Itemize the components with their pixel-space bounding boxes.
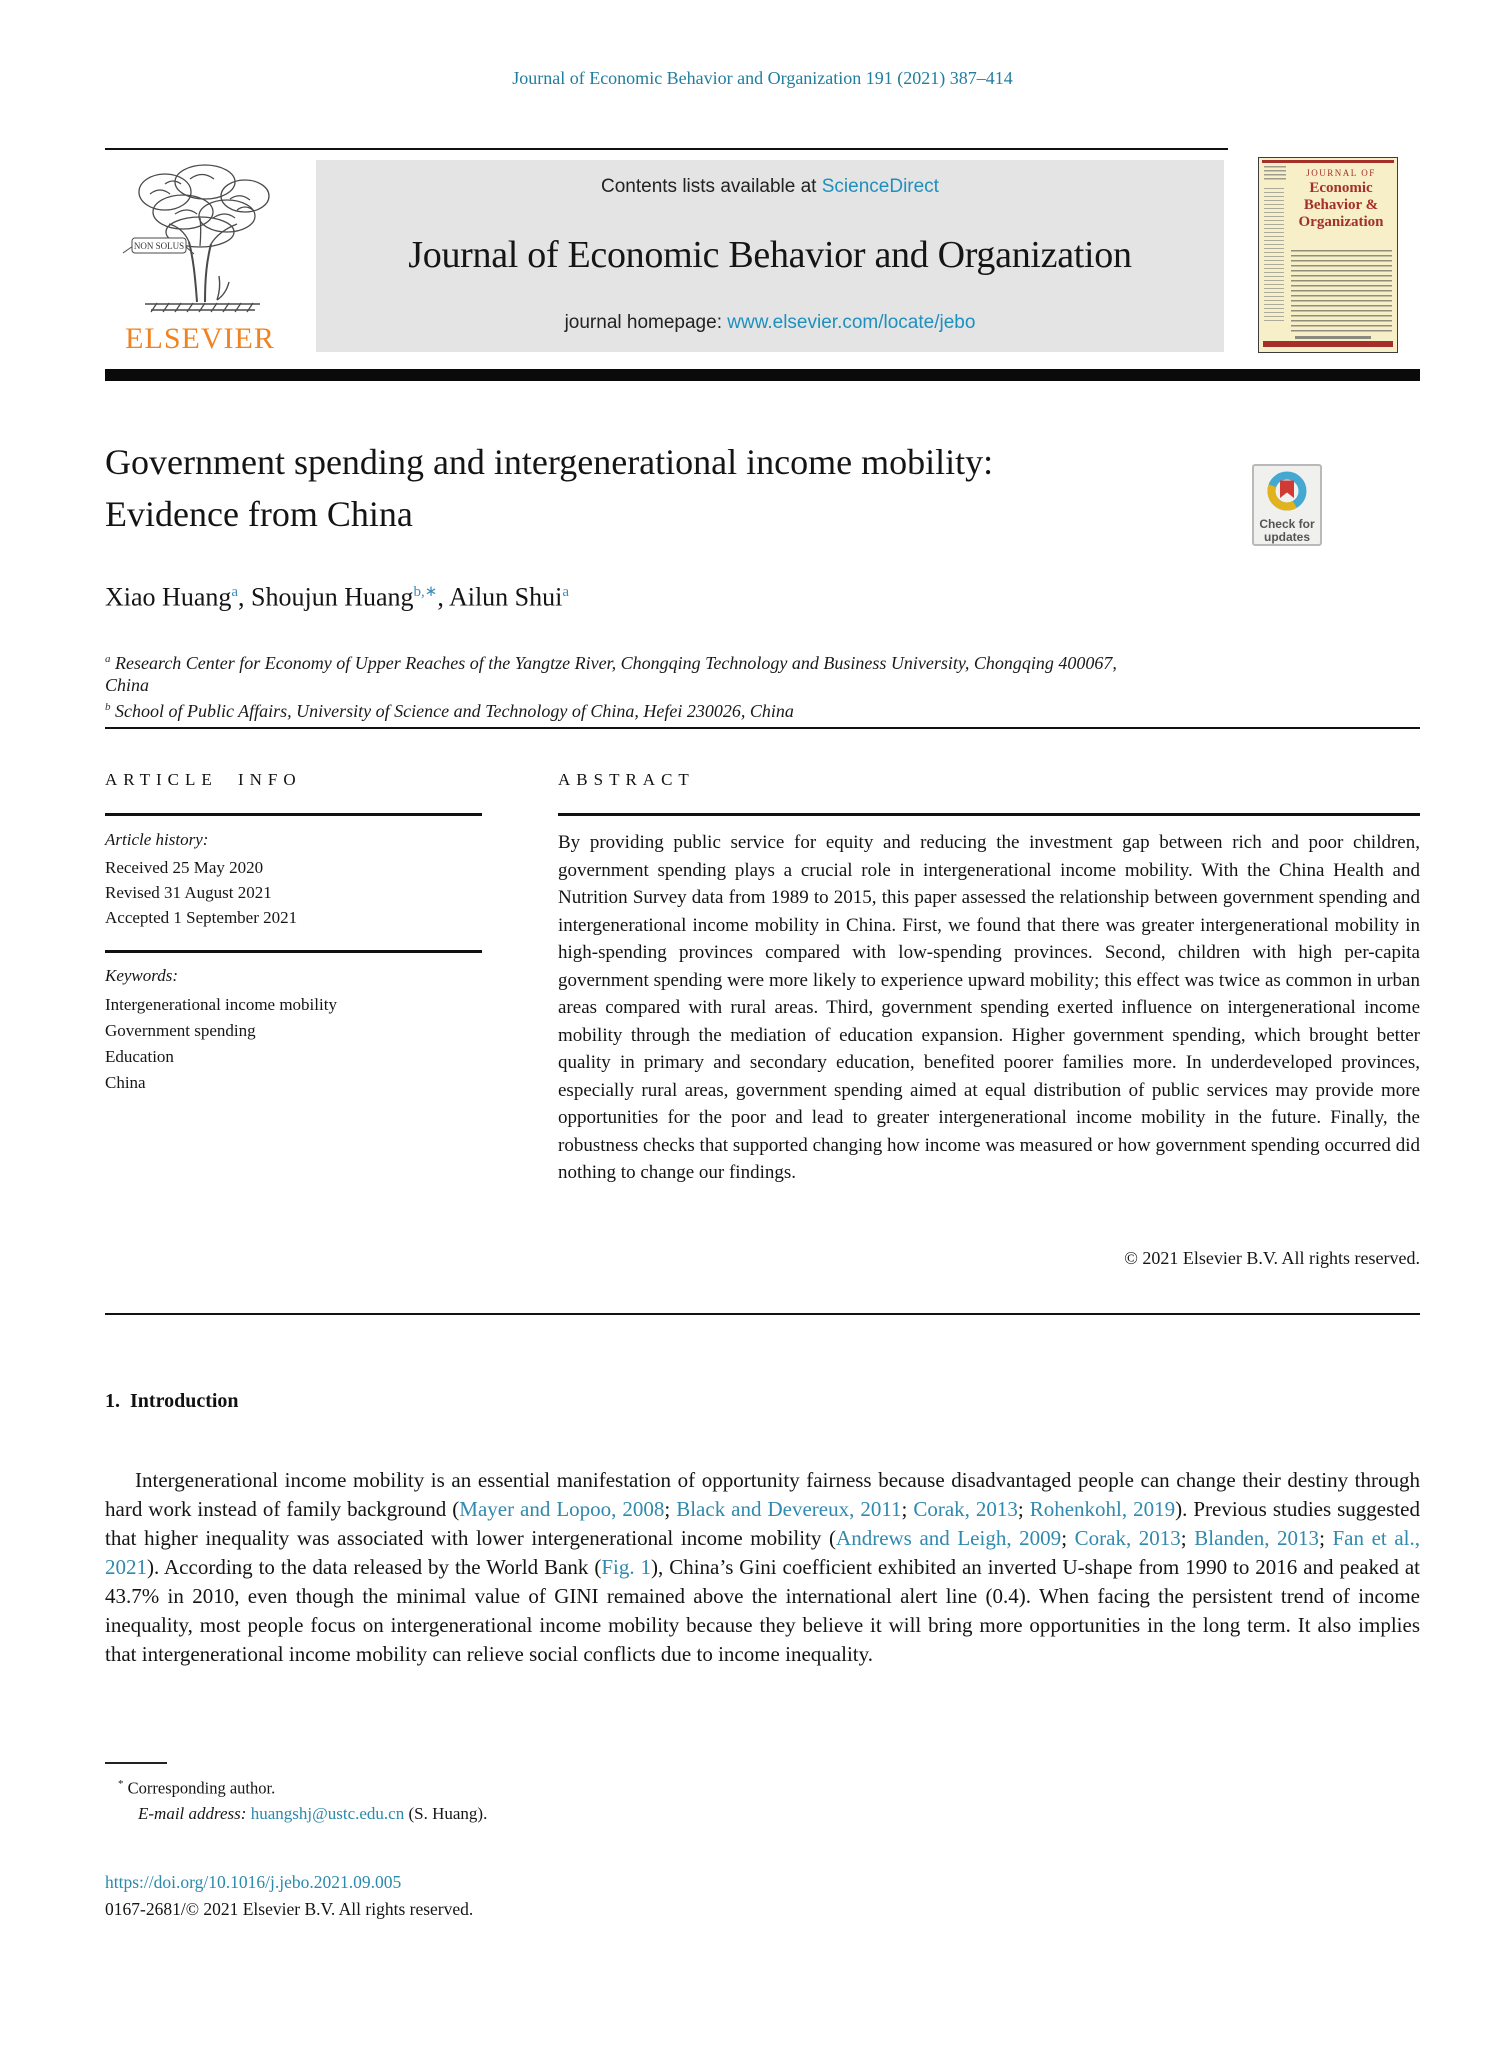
citation-link[interactable]: Andrews and Leigh, 2009 (836, 1526, 1062, 1550)
affiliations (105, 648, 1345, 722)
masthead-journal-title: Journal of Economic Behavior and Organization (408, 234, 1132, 276)
section-number: 1. (105, 1390, 120, 1412)
email-line (138, 1804, 487, 1824)
corresponding-author-note: * Corresponding author. (118, 1778, 276, 1798)
keywords-label: Keywords: (105, 966, 179, 985)
journal-reference: Journal of Economic Behavior and Organization 191 (2021) 387–414 (512, 68, 1013, 88)
cover-title-line: Organization (1298, 214, 1384, 230)
article-info-rule (105, 813, 482, 816)
abstract-rule (558, 813, 1420, 816)
masthead-divider-bar (105, 369, 1420, 381)
elsevier-wordmark: ELSEVIER (125, 322, 275, 355)
citation-link[interactable]: Corak, 2013 (1074, 1526, 1181, 1550)
cover-article-list (1291, 250, 1392, 334)
homepage-line (565, 312, 976, 334)
article-history-label: Article history: (105, 830, 209, 849)
email-label: E-mail address: (138, 1804, 247, 1823)
info-top-rule (105, 727, 1420, 729)
check-badge-label: Check for updates (1259, 517, 1315, 544)
author-name: Ailun Shui (448, 582, 563, 612)
contents-line (601, 176, 939, 198)
section-title: Introduction (130, 1390, 239, 1412)
email-suffix: (S. Huang). (404, 1804, 488, 1823)
affiliation-b: $^b$ School of Public Affairs, University of Science and Technology of China, Hefei 230026, China (105, 701, 794, 721)
authors-line: Xiao Huang$^a$, Shoujun Huang$^{b,∗}$, Ailun Shui$^a$ (105, 582, 570, 612)
keyword-item: Government spending (105, 1021, 256, 1040)
affiliation-a: $^a$ Research Center for Economy of Upper Reaches of the Yangtze River, Chongqing Technology and Business University, Chongqing 400067, China (105, 653, 1117, 695)
introduction-paragraph: Intergenerational income mobility is an essential manifestation of opportunity fairness because disadvantaged people can change their destiny through hard work instead of family background (Mayer and Lopoo, 2008; Black and Devereux, 2011; Corak, 2013; Rohenkohl, 2019). Previous studies suggested that higher inequality was associated with lower intergenerational income mobility (Andrews and Leigh, 2009; Corak, 2013; Blanden, 2013; Fan et al., 2021). According to the data released by the World Bank (Fig. 1), China’s Gini coefficient exhibited an inverted U-shape from 1990 to 2016 and peaked at 43.7% in 2010, even though the minimal value of GINI remained above the international alert line (0.4). When facing the persistent trend of income inequality, most people focus on intergenerational income mobility because they believe it will bring more opportunities in the long term. It also implies that intergenerational income mobility can relieve social conflicts due to income inequality. (105, 1468, 1421, 1666)
article-info-heading: ARTICLE INFO (105, 770, 302, 789)
author-name: Xiao Huang (105, 582, 232, 612)
citation-link[interactable]: Mayer and Lopoo, 2008 (459, 1497, 665, 1521)
tree-icon (105, 154, 295, 324)
cover-bottom-bar (1263, 341, 1393, 347)
abstract-bottom-rule (105, 1313, 1420, 1315)
citation-link[interactable]: Rohenkohl, 2019 (1029, 1497, 1176, 1521)
abstract-heading: ABSTRACT (558, 770, 695, 789)
masthead-box (316, 160, 1224, 352)
keyword-item: Education (105, 1047, 174, 1066)
cover-title (1289, 168, 1393, 231)
article-history-list (105, 855, 297, 930)
history-item: Received 25 May 2020 (105, 858, 264, 877)
sciencedirect-link[interactable]: ScienceDirect (821, 176, 939, 197)
issn-copyright: 0167-2681/© 2021 Elsevier B.V. All rights reserved. (105, 1899, 474, 1919)
author-superscript: a (562, 584, 570, 600)
keywords-list (105, 992, 337, 1096)
homepage-link[interactable]: www.elsevier.com/locate/jebo (727, 312, 976, 333)
abstract-copyright: © 2021 Elsevier B.V. All rights reserved. (1124, 1248, 1420, 1268)
crossmark-icon (1265, 469, 1309, 513)
figure-1-link[interactable]: Fig. 1 (601, 1555, 652, 1579)
citation-link[interactable]: Fan et al., 2021 (105, 1526, 1420, 1579)
author-name: Shoujun Huang (251, 582, 414, 612)
homepage-label: journal homepage: (564, 312, 728, 333)
cover-title-line: Economic (1309, 180, 1373, 196)
keyword-item: China (105, 1073, 146, 1092)
cover-toc-column (1264, 188, 1284, 324)
elsevier-tree-logo (105, 154, 295, 324)
citation-link[interactable]: Blanden, 2013 (1194, 1526, 1320, 1550)
keywords-rule (105, 950, 482, 953)
non-solus-banner (123, 238, 194, 254)
doi-link[interactable]: https://doi.org/10.1016/j.jebo.2021.09.005 (105, 1872, 402, 1892)
section-heading-introduction (105, 1390, 239, 1413)
cover-title-small: JOURNAL OF (1306, 168, 1376, 178)
citation-link[interactable]: Black and Devereux, 2011 (676, 1497, 902, 1521)
cover-publisher-mark (1264, 166, 1286, 182)
cover-title-line: Behavior & (1303, 197, 1379, 213)
footnote-asterisk: * (118, 1778, 124, 1790)
history-item: Accepted 1 September 2021 (105, 908, 298, 927)
footnote-divider (105, 1762, 167, 1764)
keyword-item: Intergenerational income mobility (105, 995, 337, 1014)
article-title-line2: Evidence from China (105, 494, 413, 534)
check-for-updates-badge[interactable] (1252, 464, 1322, 546)
email-link[interactable]: huangshj@ustc.edu.cn (250, 1804, 405, 1823)
contents-prefix: Contents lists available at (601, 176, 822, 197)
article-title (105, 436, 1265, 540)
abstract-text: By providing public service for equity and reducing the investment gap between rich and poor children, government spending plays a crucial role in intergenerational income mobility. With the China Health and Nutrition Survey data from 1989 to 2015, this paper assessed the relationship between government spending and intergenerational income mobility in China. First, we found that there was greater intergenerational mobility in high-spending provinces compared with low-spending provinces. Second, children with high per-capita government spending were more likely to experience upward mobility; this effect was twice as common in urban areas compared with rural areas. Third, government spending exerted influence on intergenerational income mobility through the mediation of education expansion. Higher government spending, which brought better quality in primary and secondary education, benefited poorer families more. In underdeveloped provinces, especially rural areas, government spending aimed at equal distribution of public services may provide more opportunities for the poor and lead to greater intergenerational income mobility in the future. Finally, the robustness checks that supported changing how income was measured or how government spending occurred did nothing to change our findings. (558, 832, 1420, 1183)
article-title-line1: Government spending and intergenerational income mobility: (105, 442, 994, 482)
header-top-rule (105, 148, 1228, 150)
history-item: Revised 31 August 2021 (105, 883, 272, 902)
author-superscript: a (231, 584, 239, 600)
author-superscript: b,∗ (413, 584, 438, 600)
cover-url-line (1295, 336, 1371, 339)
citation-link[interactable]: Corak, 2013 (913, 1497, 1018, 1521)
cover-top-rule (1262, 160, 1394, 163)
journal-cover-thumbnail[interactable] (1258, 157, 1398, 353)
svg-text:NON SOLUS: NON SOLUS (133, 241, 185, 251)
